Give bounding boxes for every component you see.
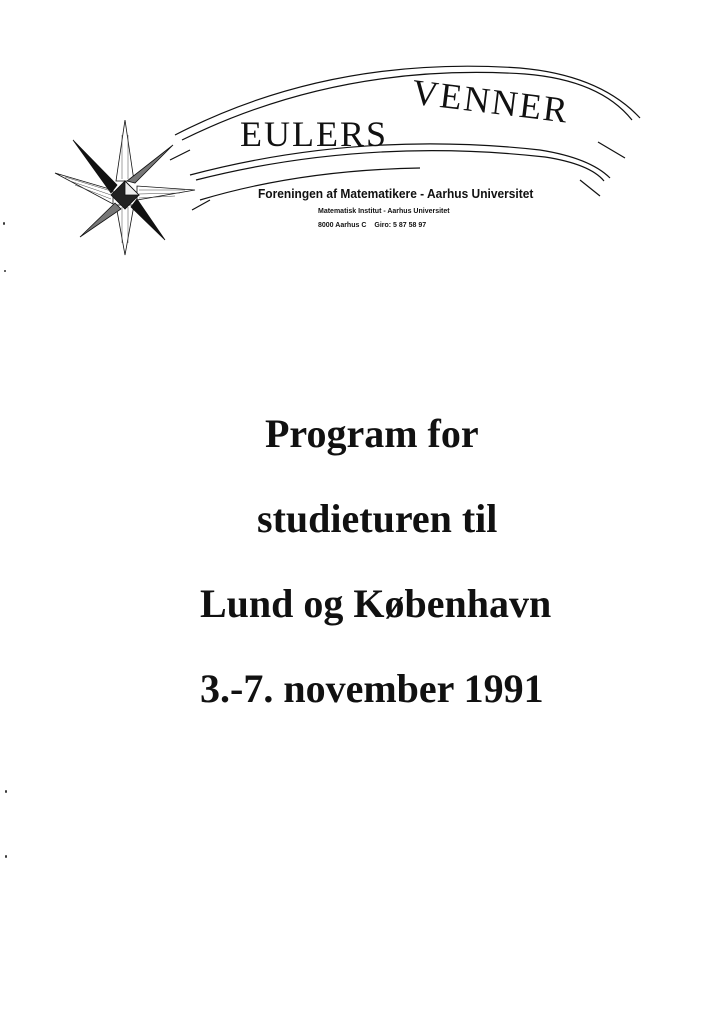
address-giro: Giro: 5 87 58 97 [374,222,427,229]
address-line-institute: Matematisk Institut - Aarhus Universitet [318,208,450,215]
scan-speck [5,790,7,793]
title-eulers [240,114,388,154]
letterhead [0,0,722,270]
program-heading-line1: Program for [265,411,479,456]
program-heading-line3: Lund og København [200,581,552,626]
organization-subtitle: Foreningen af Matematikere - Aarhus Universitet [258,186,534,201]
scan-speck [4,270,6,272]
program-heading-line2: studieturen til [257,496,498,541]
scan-speck [5,855,7,858]
scan-speck [3,222,5,225]
compass-star-icon [55,120,195,255]
title-eulers-text: EULERS [240,114,389,154]
program-heading-line4: 3.-7. november 1991 [200,666,544,711]
address-city: 8000 Aarhus C [318,222,367,229]
title-venner-text: VENNER [409,71,572,131]
title-venner [410,72,572,131]
address-line-city [318,222,426,229]
